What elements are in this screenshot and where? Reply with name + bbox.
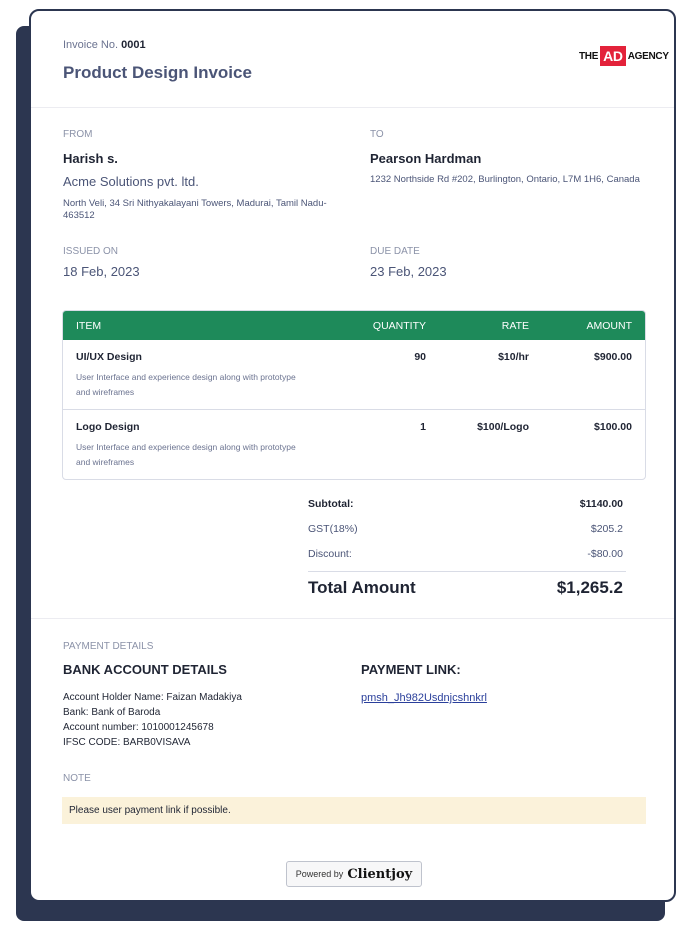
due-date: 23 Feb, 2023 [370, 264, 447, 279]
to-name: Pearson Hardman [370, 151, 482, 166]
gst-label: GST(18%) [308, 523, 358, 535]
invoice-header [31, 11, 674, 108]
agency-logo [579, 46, 669, 66]
discount-label: Discount: [308, 548, 352, 560]
total-amount-value: $1,265.2 [556, 578, 623, 597]
item-quantity: 1 [420, 421, 426, 433]
account-holder: Account Holder Name: Faizan Madakiya [63, 692, 242, 703]
table-row [63, 410, 645, 479]
item-description: User Interface and experience design along with prototype and wireframes [76, 442, 296, 467]
subtotal-value: $1140.00 [579, 498, 623, 510]
logo-ad-text: AD [600, 46, 626, 66]
from-company: Acme Solutions pvt. ltd. [63, 174, 199, 189]
subtotal-label: Subtotal: [308, 498, 354, 510]
invoice-title: Product Design Invoice [63, 63, 252, 82]
invoice-number [63, 39, 146, 51]
invoice-number-label: Invoice No. [63, 39, 119, 51]
note-label: NOTE [63, 773, 91, 784]
logo-agency-text: AGENCY [627, 50, 669, 62]
powered-by-text: Powered by [295, 869, 344, 879]
powered-by-badge[interactable] [286, 861, 422, 887]
from-label: FROM [63, 129, 93, 140]
total-amount-label: Total Amount [308, 578, 416, 597]
table-row [63, 340, 645, 410]
to-address: 1232 Northside Rd #202, Burlington, Ontario, L7M 1H6, Canada [370, 174, 640, 185]
item-name: UI/UX Design [76, 351, 142, 363]
issued-label: ISSUED ON [63, 246, 119, 257]
gst-value: $205.2 [590, 523, 623, 535]
item-name: Logo Design [76, 421, 140, 433]
item-amount: $900.00 [594, 351, 632, 363]
header-item: ITEM [76, 320, 102, 332]
logo-the-text: THE [579, 50, 599, 62]
item-rate: $100/Logo [477, 421, 529, 433]
note-box: Please user payment link if possible. [62, 797, 646, 824]
clientjoy-logo-text: Clientjoy [347, 866, 413, 882]
header-rate: RATE [501, 320, 529, 332]
item-description: User Interface and experience design along with prototype and wireframes [76, 372, 296, 397]
bank-details-heading: BANK ACCOUNT DETAILS [63, 662, 227, 677]
payment-details-label: PAYMENT DETAILS [63, 641, 154, 652]
payment-link-heading: PAYMENT LINK: [361, 662, 461, 677]
header-quantity: QUANTITY [372, 320, 426, 332]
invoice-card [29, 9, 676, 902]
ifsc-code: IFSC CODE: BARB0VISAVA [63, 737, 191, 748]
items-table [62, 310, 646, 480]
invoice-number-value: 0001 [121, 39, 146, 51]
discount-value: -$80.00 [587, 548, 623, 560]
header-amount: AMOUNT [586, 320, 632, 332]
item-quantity: 90 [414, 351, 426, 363]
due-label: DUE DATE [370, 246, 420, 257]
bank-name: Bank: Bank of Baroda [63, 707, 161, 718]
payment-link[interactable]: pmsh_Jh982Usdnjcshnkrl [361, 692, 487, 704]
item-amount: $100.00 [594, 421, 632, 433]
account-number: Account number: 1010001245678 [63, 722, 214, 733]
from-address: North Veli, 34 Sri Nithyakalayani Towers, Madurai, Tamil Nadu-463512 [63, 198, 327, 221]
totals-divider [308, 571, 626, 572]
table-header [63, 311, 645, 340]
issued-date: 18 Feb, 2023 [63, 264, 140, 279]
from-name: Harish s. [63, 151, 118, 166]
section-divider [31, 618, 674, 619]
item-rate: $10/hr [498, 351, 529, 363]
to-label: TO [370, 129, 384, 140]
